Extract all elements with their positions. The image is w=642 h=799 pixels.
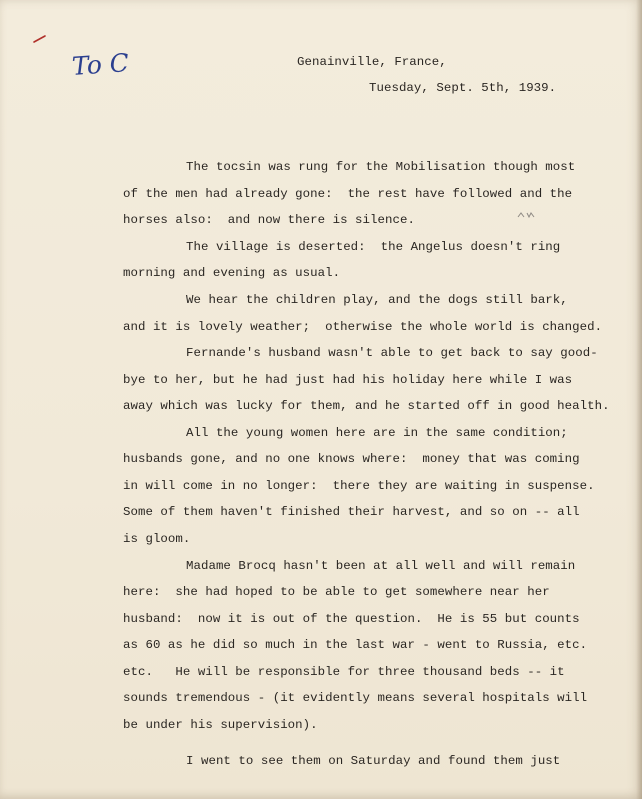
body-line: of the men had already gone: the rest have followed and the: [123, 187, 573, 201]
body-line: etc. He will be responsible for three thousand beds -- it: [123, 665, 565, 679]
body-line: and it is lovely weather; otherwise the whole world is changed.: [123, 320, 603, 334]
body-line: sounds tremendous - (it evidently means several hospitals will: [123, 691, 588, 705]
body-line: husband: now it is out of the question. He is 55 but counts: [123, 612, 580, 626]
stray-ink-mark: [516, 210, 538, 220]
body-line: Fernande's husband wasn't able to get back to say good-: [186, 346, 598, 360]
letter-date: Tuesday, Sept. 5th, 1939.: [369, 81, 557, 95]
body-line: All the young women here are in the same condition;: [186, 426, 568, 440]
body-line: horses also: and now there is silence.: [123, 213, 415, 227]
body-line: The village is deserted: the Angelus doesn't ring: [186, 240, 561, 254]
red-pen-mark: [34, 36, 46, 42]
body-line: as 60 as he did so much in the last war - went to Russia, etc.: [123, 638, 588, 652]
body-line: Some of them haven't finished their harvest, and so on -- all: [123, 505, 580, 519]
body-line: in will come in no longer: there they are waiting in suspense.: [123, 479, 595, 493]
body-line: I went to see them on Saturday and found them just: [186, 754, 561, 768]
body-line: We hear the children play, and the dogs still bark,: [186, 293, 568, 307]
body-line: Madame Brocq hasn't been at all well and will remain: [186, 559, 576, 573]
page-edge-shadow: [636, 0, 642, 799]
body-line: The tocsin was rung for the Mobilisation though most: [186, 160, 576, 174]
body-line: husbands gone, and no one knows where: money that was coming: [123, 452, 580, 466]
body-line: morning and evening as usual.: [123, 266, 341, 280]
body-line: bye to her, but he had just had his holiday here while I was: [123, 373, 573, 387]
body-line: away which was lucky for them, and he started off in good health.: [123, 399, 610, 413]
body-line: is gloom.: [123, 532, 191, 546]
handwritten-note: To C: [71, 48, 130, 81]
body-line: be under his supervision).: [123, 718, 318, 732]
letter-place: Genainville, France,: [297, 55, 447, 69]
body-line: here: she had hoped to be able to get somewhere near her: [123, 585, 550, 599]
